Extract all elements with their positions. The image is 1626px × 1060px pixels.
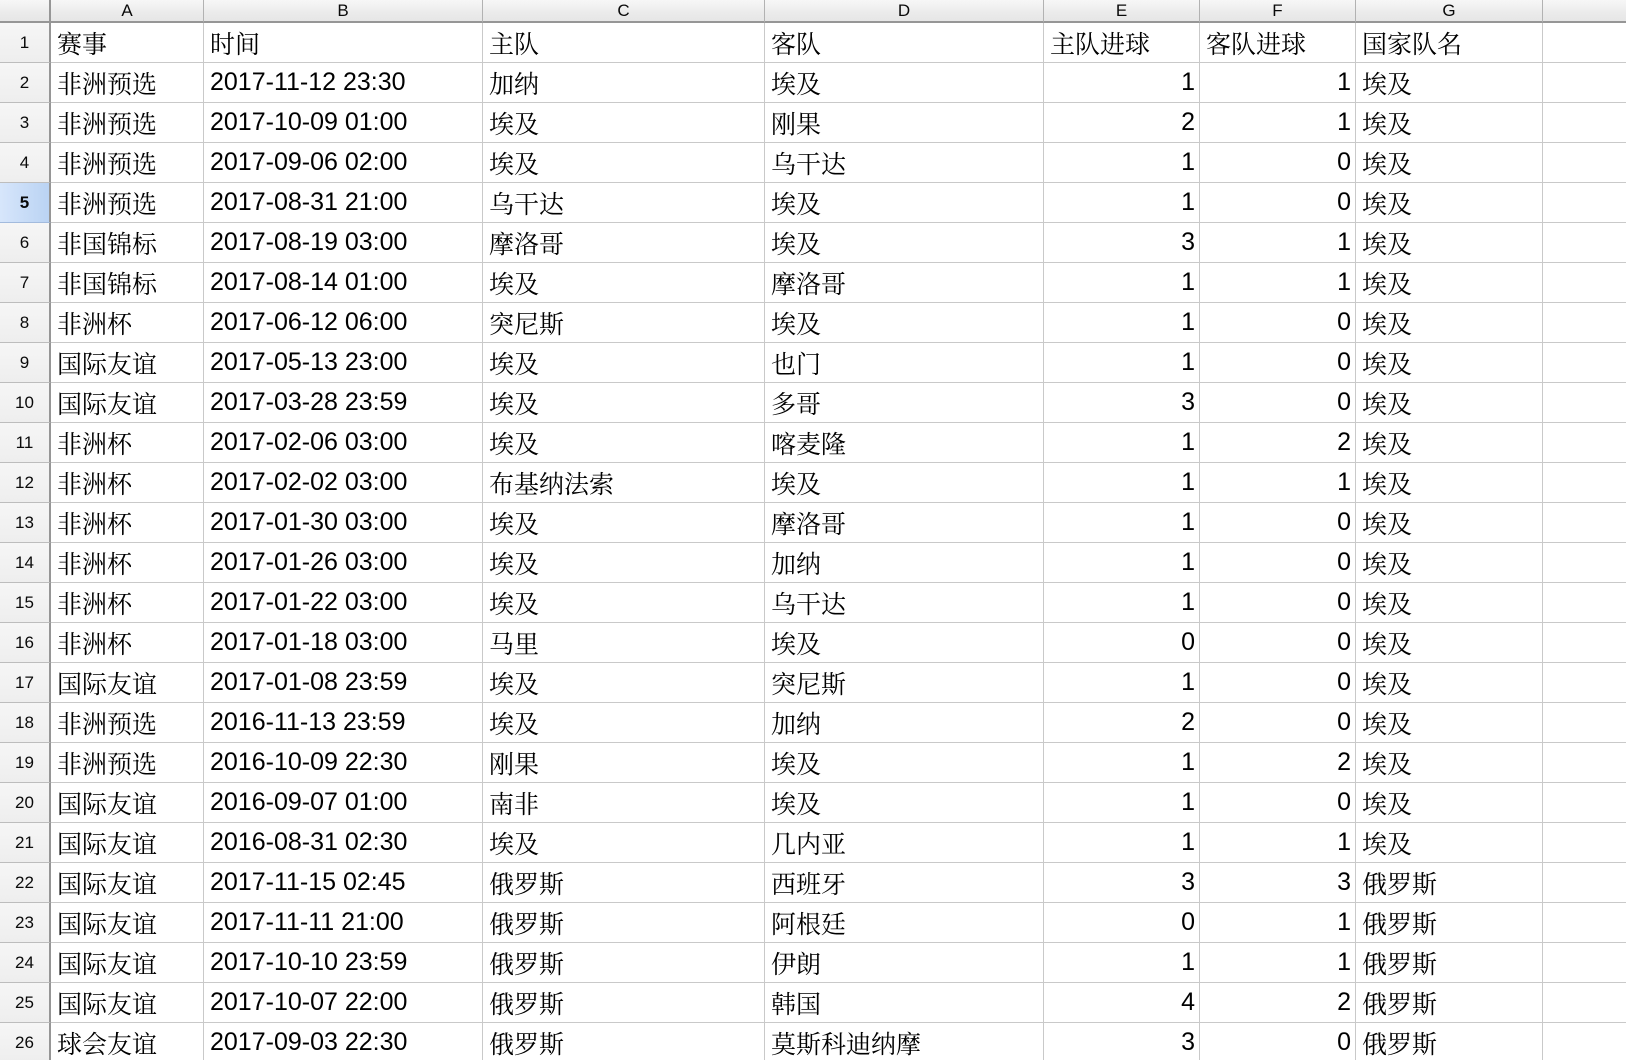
cell-C9[interactable]: 埃及 [483, 343, 765, 383]
cell-B6[interactable]: 2017-08-19 03:00 [204, 223, 483, 263]
cell-F14[interactable]: 0 [1200, 543, 1356, 583]
row-header-12[interactable]: 12 [0, 463, 51, 503]
cell-F11[interactable]: 2 [1200, 423, 1356, 463]
cell-E18[interactable]: 2 [1044, 703, 1200, 743]
cell-G10[interactable]: 埃及 [1356, 383, 1543, 423]
cell-D17[interactable]: 突尼斯 [765, 663, 1044, 703]
cell-B9[interactable]: 2017-05-13 23:00 [204, 343, 483, 383]
cell-D19[interactable]: 埃及 [765, 743, 1044, 783]
cell-H8[interactable] [1543, 303, 1626, 343]
cell-C16[interactable]: 马里 [483, 623, 765, 663]
cell-F8[interactable]: 0 [1200, 303, 1356, 343]
column-header-C[interactable]: C [483, 0, 765, 23]
cell-H1[interactable] [1543, 23, 1626, 63]
cell-A26[interactable]: 球会友谊 [51, 1023, 204, 1060]
cell-H2[interactable] [1543, 63, 1626, 103]
cell-B18[interactable]: 2016-11-13 23:59 [204, 703, 483, 743]
row-header-2[interactable]: 2 [0, 63, 51, 103]
cell-B21[interactable]: 2016-08-31 02:30 [204, 823, 483, 863]
cell-H7[interactable] [1543, 263, 1626, 303]
cell-B10[interactable]: 2017-03-28 23:59 [204, 383, 483, 423]
cell-G4[interactable]: 埃及 [1356, 143, 1543, 183]
cell-G1[interactable]: 国家队名 [1356, 23, 1543, 63]
row-header-6[interactable]: 6 [0, 223, 51, 263]
column-header-B[interactable]: B [204, 0, 483, 23]
row-header-9[interactable]: 9 [0, 343, 51, 383]
row-header-13[interactable]: 13 [0, 503, 51, 543]
cell-H25[interactable] [1543, 983, 1626, 1023]
cell-D25[interactable]: 韩国 [765, 983, 1044, 1023]
row-header-21[interactable]: 21 [0, 823, 51, 863]
row-header-10[interactable]: 10 [0, 383, 51, 423]
cell-A16[interactable]: 非洲杯 [51, 623, 204, 663]
row-header-25[interactable]: 25 [0, 983, 51, 1023]
cell-B3[interactable]: 2017-10-09 01:00 [204, 103, 483, 143]
cell-F23[interactable]: 1 [1200, 903, 1356, 943]
cell-H17[interactable] [1543, 663, 1626, 703]
cell-F6[interactable]: 1 [1200, 223, 1356, 263]
cell-D5[interactable]: 埃及 [765, 183, 1044, 223]
cell-D10[interactable]: 多哥 [765, 383, 1044, 423]
sheet-row [0, 383, 1626, 423]
sheet-row [0, 703, 1626, 743]
cell-A19[interactable]: 非洲预选 [51, 743, 204, 783]
cell-G3[interactable]: 埃及 [1356, 103, 1543, 143]
cell-B24[interactable]: 2017-10-10 23:59 [204, 943, 483, 983]
cell-C18[interactable]: 埃及 [483, 703, 765, 743]
cell-E11[interactable]: 1 [1044, 423, 1200, 463]
cell-F26[interactable]: 0 [1200, 1023, 1356, 1060]
cell-F17[interactable]: 0 [1200, 663, 1356, 703]
cell-G2[interactable]: 埃及 [1356, 63, 1543, 103]
cell-E24[interactable]: 1 [1044, 943, 1200, 983]
cell-G18[interactable]: 埃及 [1356, 703, 1543, 743]
cell-E3[interactable]: 2 [1044, 103, 1200, 143]
cell-E6[interactable]: 3 [1044, 223, 1200, 263]
cell-A8[interactable]: 非洲杯 [51, 303, 204, 343]
sheet-row [0, 463, 1626, 503]
cell-B5[interactable]: 2017-08-31 21:00 [204, 183, 483, 223]
sheet-row [0, 783, 1626, 823]
cell-C25[interactable]: 俄罗斯 [483, 983, 765, 1023]
cell-G15[interactable]: 埃及 [1356, 583, 1543, 623]
cell-E22[interactable]: 3 [1044, 863, 1200, 903]
cell-B4[interactable]: 2017-09-06 02:00 [204, 143, 483, 183]
cell-C23[interactable]: 俄罗斯 [483, 903, 765, 943]
cell-B13[interactable]: 2017-01-30 03:00 [204, 503, 483, 543]
sheet-row [0, 983, 1626, 1023]
grid-rows [0, 23, 1626, 1060]
cell-D1[interactable]: 客队 [765, 23, 1044, 63]
cell-A12[interactable]: 非洲杯 [51, 463, 204, 503]
cell-B20[interactable]: 2016-09-07 01:00 [204, 783, 483, 823]
cell-D18[interactable]: 加纳 [765, 703, 1044, 743]
sheet-row [0, 63, 1626, 103]
cell-H15[interactable] [1543, 583, 1626, 623]
sheet-row [0, 1023, 1626, 1060]
sheet-row [0, 663, 1626, 703]
sheet-row [0, 143, 1626, 183]
row-header-24[interactable]: 24 [0, 943, 51, 983]
cell-B22[interactable]: 2017-11-15 02:45 [204, 863, 483, 903]
cell-A6[interactable]: 非国锦标 [51, 223, 204, 263]
cell-G16[interactable]: 埃及 [1356, 623, 1543, 663]
cell-A24[interactable]: 国际友谊 [51, 943, 204, 983]
cell-G17[interactable]: 埃及 [1356, 663, 1543, 703]
sheet-row [0, 183, 1626, 223]
cell-F25[interactable]: 2 [1200, 983, 1356, 1023]
cell-E26[interactable]: 3 [1044, 1023, 1200, 1060]
cell-G13[interactable]: 埃及 [1356, 503, 1543, 543]
cell-E8[interactable]: 1 [1044, 303, 1200, 343]
cell-C17[interactable]: 埃及 [483, 663, 765, 703]
sheet-row [0, 543, 1626, 583]
cell-C20[interactable]: 南非 [483, 783, 765, 823]
cell-A2[interactable]: 非洲预选 [51, 63, 204, 103]
cell-A5[interactable]: 非洲预选 [51, 183, 204, 223]
sheet-row [0, 343, 1626, 383]
cell-E4[interactable]: 1 [1044, 143, 1200, 183]
row-header-23[interactable]: 23 [0, 903, 51, 943]
cell-H24[interactable] [1543, 943, 1626, 983]
cell-C26[interactable]: 俄罗斯 [483, 1023, 765, 1060]
cell-D20[interactable]: 埃及 [765, 783, 1044, 823]
sheet-row [0, 23, 1626, 63]
cell-D6[interactable]: 埃及 [765, 223, 1044, 263]
cell-H13[interactable] [1543, 503, 1626, 543]
cell-H4[interactable] [1543, 143, 1626, 183]
cell-C8[interactable]: 突尼斯 [483, 303, 765, 343]
cell-D16[interactable]: 埃及 [765, 623, 1044, 663]
column-header-D[interactable]: D [765, 0, 1044, 23]
sheet-row [0, 103, 1626, 143]
cell-H18[interactable] [1543, 703, 1626, 743]
cell-G24[interactable]: 俄罗斯 [1356, 943, 1543, 983]
cell-E5[interactable]: 1 [1044, 183, 1200, 223]
cell-G19[interactable]: 埃及 [1356, 743, 1543, 783]
sheet-row [0, 583, 1626, 623]
cell-A9[interactable]: 国际友谊 [51, 343, 204, 383]
cell-F2[interactable]: 1 [1200, 63, 1356, 103]
cell-A14[interactable]: 非洲杯 [51, 543, 204, 583]
row-header-18[interactable]: 18 [0, 703, 51, 743]
row-header-4[interactable]: 4 [0, 143, 51, 183]
column-header-E[interactable]: E [1044, 0, 1200, 23]
cell-C15[interactable]: 埃及 [483, 583, 765, 623]
cell-A7[interactable]: 非国锦标 [51, 263, 204, 303]
column-header-row [0, 0, 1626, 23]
column-header-G[interactable]: G [1356, 0, 1543, 23]
sheet-row [0, 303, 1626, 343]
sheet-row [0, 423, 1626, 463]
cell-D13[interactable]: 摩洛哥 [765, 503, 1044, 543]
cell-D21[interactable]: 几内亚 [765, 823, 1044, 863]
cell-D26[interactable]: 莫斯科迪纳摩 [765, 1023, 1044, 1060]
cell-G7[interactable]: 埃及 [1356, 263, 1543, 303]
cell-A20[interactable]: 国际友谊 [51, 783, 204, 823]
sheet-row [0, 823, 1626, 863]
row-header-3[interactable]: 3 [0, 103, 51, 143]
cell-D22[interactable]: 西班牙 [765, 863, 1044, 903]
cell-C7[interactable]: 埃及 [483, 263, 765, 303]
cell-F7[interactable]: 1 [1200, 263, 1356, 303]
cell-H10[interactable] [1543, 383, 1626, 423]
cell-B8[interactable]: 2017-06-12 06:00 [204, 303, 483, 343]
cell-H11[interactable] [1543, 423, 1626, 463]
cell-G6[interactable]: 埃及 [1356, 223, 1543, 263]
cell-B17[interactable]: 2017-01-08 23:59 [204, 663, 483, 703]
cell-F16[interactable]: 0 [1200, 623, 1356, 663]
cell-C19[interactable]: 刚果 [483, 743, 765, 783]
column-header-partial[interactable] [1543, 0, 1626, 23]
row-header-14[interactable]: 14 [0, 543, 51, 583]
cell-A3[interactable]: 非洲预选 [51, 103, 204, 143]
cell-H5[interactable] [1543, 183, 1626, 223]
cell-H26[interactable] [1543, 1023, 1626, 1060]
cell-A25[interactable]: 国际友谊 [51, 983, 204, 1023]
column-header-A[interactable]: A [51, 0, 204, 23]
cell-B16[interactable]: 2017-01-18 03:00 [204, 623, 483, 663]
cell-C21[interactable]: 埃及 [483, 823, 765, 863]
cell-D9[interactable]: 也门 [765, 343, 1044, 383]
cell-H16[interactable] [1543, 623, 1626, 663]
cell-F15[interactable]: 0 [1200, 583, 1356, 623]
cell-A15[interactable]: 非洲杯 [51, 583, 204, 623]
cell-G5[interactable]: 埃及 [1356, 183, 1543, 223]
cell-D8[interactable]: 埃及 [765, 303, 1044, 343]
cell-F3[interactable]: 1 [1200, 103, 1356, 143]
cell-H20[interactable] [1543, 783, 1626, 823]
cell-H22[interactable] [1543, 863, 1626, 903]
cell-D4[interactable]: 乌干达 [765, 143, 1044, 183]
cell-H23[interactable] [1543, 903, 1626, 943]
cell-B19[interactable]: 2016-10-09 22:30 [204, 743, 483, 783]
cell-B25[interactable]: 2017-10-07 22:00 [204, 983, 483, 1023]
cell-A18[interactable]: 非洲预选 [51, 703, 204, 743]
cell-E2[interactable]: 1 [1044, 63, 1200, 103]
cell-B7[interactable]: 2017-08-14 01:00 [204, 263, 483, 303]
cell-C13[interactable]: 埃及 [483, 503, 765, 543]
cell-A10[interactable]: 国际友谊 [51, 383, 204, 423]
cell-E21[interactable]: 1 [1044, 823, 1200, 863]
row-header-17[interactable]: 17 [0, 663, 51, 703]
row-header-22[interactable]: 22 [0, 863, 51, 903]
cell-C4[interactable]: 埃及 [483, 143, 765, 183]
cell-E9[interactable]: 1 [1044, 343, 1200, 383]
sheet-row [0, 503, 1626, 543]
cell-E15[interactable]: 1 [1044, 583, 1200, 623]
cell-E23[interactable]: 0 [1044, 903, 1200, 943]
cell-B11[interactable]: 2017-02-06 03:00 [204, 423, 483, 463]
cell-A21[interactable]: 国际友谊 [51, 823, 204, 863]
cell-C22[interactable]: 俄罗斯 [483, 863, 765, 903]
cell-B26[interactable]: 2017-09-03 22:30 [204, 1023, 483, 1060]
cell-H14[interactable] [1543, 543, 1626, 583]
cell-A1[interactable]: 赛事 [51, 23, 204, 63]
cell-G22[interactable]: 俄罗斯 [1356, 863, 1543, 903]
cell-H6[interactable] [1543, 223, 1626, 263]
sheet-row [0, 223, 1626, 263]
cell-C1[interactable]: 主队 [483, 23, 765, 63]
cell-H19[interactable] [1543, 743, 1626, 783]
cell-G9[interactable]: 埃及 [1356, 343, 1543, 383]
cell-C3[interactable]: 埃及 [483, 103, 765, 143]
cell-E10[interactable]: 3 [1044, 383, 1200, 423]
sheet-row [0, 743, 1626, 783]
cell-F24[interactable]: 1 [1200, 943, 1356, 983]
cell-D12[interactable]: 埃及 [765, 463, 1044, 503]
cell-E12[interactable]: 1 [1044, 463, 1200, 503]
cell-B15[interactable]: 2017-01-22 03:00 [204, 583, 483, 623]
cell-G14[interactable]: 埃及 [1356, 543, 1543, 583]
cell-G23[interactable]: 俄罗斯 [1356, 903, 1543, 943]
row-header-15[interactable]: 15 [0, 583, 51, 623]
cell-F4[interactable]: 0 [1200, 143, 1356, 183]
cell-B23[interactable]: 2017-11-11 21:00 [204, 903, 483, 943]
cell-A23[interactable]: 国际友谊 [51, 903, 204, 943]
cell-A22[interactable]: 国际友谊 [51, 863, 204, 903]
cell-E25[interactable]: 4 [1044, 983, 1200, 1023]
cell-F22[interactable]: 3 [1200, 863, 1356, 903]
cell-F5[interactable]: 0 [1200, 183, 1356, 223]
cell-D3[interactable]: 刚果 [765, 103, 1044, 143]
cell-F12[interactable]: 1 [1200, 463, 1356, 503]
cell-F9[interactable]: 0 [1200, 343, 1356, 383]
cell-D7[interactable]: 摩洛哥 [765, 263, 1044, 303]
cell-E14[interactable]: 1 [1044, 543, 1200, 583]
cell-E13[interactable]: 1 [1044, 503, 1200, 543]
cell-D2[interactable]: 埃及 [765, 63, 1044, 103]
cell-G12[interactable]: 埃及 [1356, 463, 1543, 503]
cell-C6[interactable]: 摩洛哥 [483, 223, 765, 263]
cell-F1[interactable]: 客队进球 [1200, 23, 1356, 63]
cell-H9[interactable] [1543, 343, 1626, 383]
cell-D15[interactable]: 乌干达 [765, 583, 1044, 623]
cell-B1[interactable]: 时间 [204, 23, 483, 63]
cell-B2[interactable]: 2017-11-12 23:30 [204, 63, 483, 103]
cell-C10[interactable]: 埃及 [483, 383, 765, 423]
sheet-row [0, 943, 1626, 983]
cell-E16[interactable]: 0 [1044, 623, 1200, 663]
sheet-row [0, 903, 1626, 943]
cell-D14[interactable]: 加纳 [765, 543, 1044, 583]
cell-H21[interactable] [1543, 823, 1626, 863]
cell-F10[interactable]: 0 [1200, 383, 1356, 423]
cell-A11[interactable]: 非洲杯 [51, 423, 204, 463]
cell-G20[interactable]: 埃及 [1356, 783, 1543, 823]
cell-F13[interactable]: 0 [1200, 503, 1356, 543]
cell-E1[interactable]: 主队进球 [1044, 23, 1200, 63]
cell-E20[interactable]: 1 [1044, 783, 1200, 823]
cell-F18[interactable]: 0 [1200, 703, 1356, 743]
cell-B12[interactable]: 2017-02-02 03:00 [204, 463, 483, 503]
row-header-26[interactable]: 26 [0, 1023, 51, 1060]
cell-A4[interactable]: 非洲预选 [51, 143, 204, 183]
row-header-7[interactable]: 7 [0, 263, 51, 303]
cell-C14[interactable]: 埃及 [483, 543, 765, 583]
cell-F19[interactable]: 2 [1200, 743, 1356, 783]
cell-C24[interactable]: 俄罗斯 [483, 943, 765, 983]
cell-D11[interactable]: 喀麦隆 [765, 423, 1044, 463]
sheet-row [0, 623, 1626, 663]
cell-C2[interactable]: 加纳 [483, 63, 765, 103]
row-header-1[interactable]: 1 [0, 23, 51, 63]
column-header-F[interactable]: F [1200, 0, 1356, 23]
cell-C12[interactable]: 布基纳法索 [483, 463, 765, 503]
cell-D24[interactable]: 伊朗 [765, 943, 1044, 983]
cell-E7[interactable]: 1 [1044, 263, 1200, 303]
cell-C5[interactable]: 乌干达 [483, 183, 765, 223]
cell-G25[interactable]: 俄罗斯 [1356, 983, 1543, 1023]
cell-A17[interactable]: 国际友谊 [51, 663, 204, 703]
cell-F21[interactable]: 1 [1200, 823, 1356, 863]
sheet-row [0, 263, 1626, 303]
cell-E19[interactable]: 1 [1044, 743, 1200, 783]
row-header-16[interactable]: 16 [0, 623, 51, 663]
cell-G11[interactable]: 埃及 [1356, 423, 1543, 463]
cell-F20[interactable]: 0 [1200, 783, 1356, 823]
cell-D23[interactable]: 阿根廷 [765, 903, 1044, 943]
select-all-corner[interactable] [0, 0, 51, 23]
row-header-20[interactable]: 20 [0, 783, 51, 823]
row-header-5[interactable]: 5 [0, 183, 51, 223]
row-header-19[interactable]: 19 [0, 743, 51, 783]
cell-G26[interactable]: 俄罗斯 [1356, 1023, 1543, 1060]
cell-C11[interactable]: 埃及 [483, 423, 765, 463]
cell-G8[interactable]: 埃及 [1356, 303, 1543, 343]
cell-H3[interactable] [1543, 103, 1626, 143]
row-header-11[interactable]: 11 [0, 423, 51, 463]
cell-A13[interactable]: 非洲杯 [51, 503, 204, 543]
sheet-row [0, 863, 1626, 903]
cell-B14[interactable]: 2017-01-26 03:00 [204, 543, 483, 583]
cell-H12[interactable] [1543, 463, 1626, 503]
row-header-8[interactable]: 8 [0, 303, 51, 343]
cell-G21[interactable]: 埃及 [1356, 823, 1543, 863]
cell-E17[interactable]: 1 [1044, 663, 1200, 703]
